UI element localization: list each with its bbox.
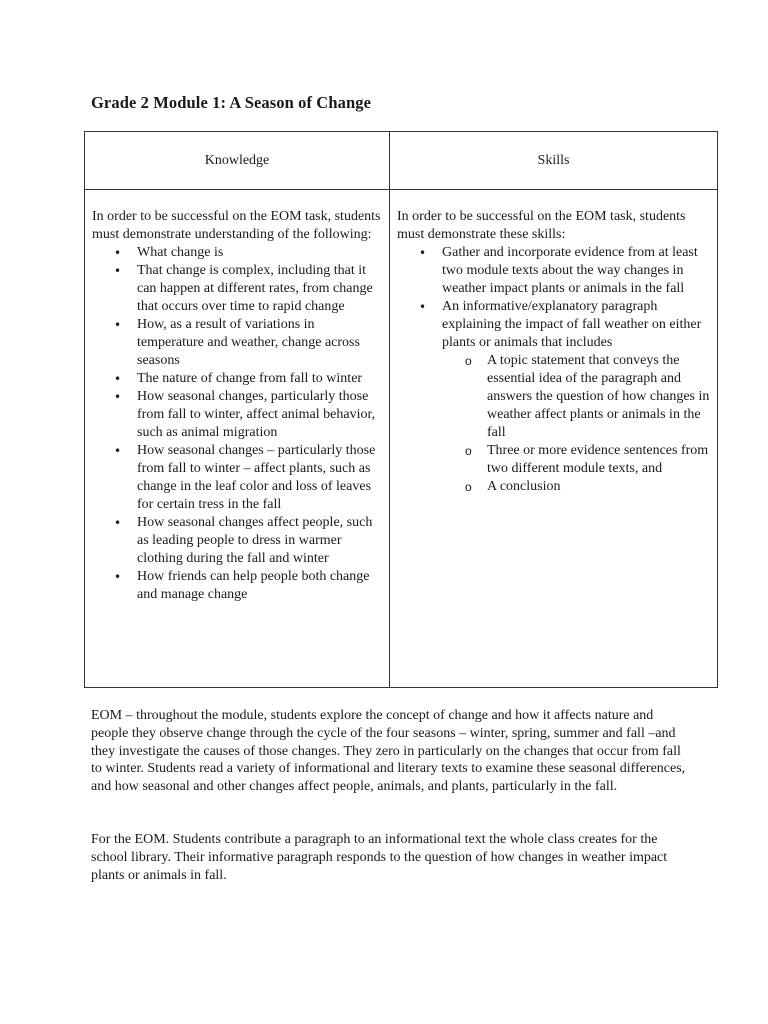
skills-item-text: An informative/explanatory paragraph explaining the impact of fall weather on either plants or animals that includes	[442, 299, 702, 350]
knowledge-item: • How, as a result of variations in temperature and weather, change across seasons	[137, 316, 383, 370]
knowledge-item: • How seasonal changes affect people, such as leading people to dress in warmer clothing during the fall and winter	[137, 514, 383, 568]
skills-item: • Gather and incorporate evidence from at least two module texts about the way changes in weather impact plants or animals in the fall	[442, 244, 711, 298]
eom-description-paragraph: EOM – throughout the module, students explore the concept of change and how it affects nature and people they observe change through the cycle of the four seasons – winter, spring, summer and fall –and they investigate the causes of those changes. They zero in particularly on the changes that occur from fall to winter. Students read a variety of informational and literary texts to examine these seasonal differences, and how seasonal and other changes affect people, animals, and plants, particularly in the fall.	[91, 708, 686, 795]
knowledge-skills-table	[84, 131, 718, 688]
skills-intro: In order to be successful on the EOM task, students must demonstrate these skills:	[397, 209, 686, 242]
knowledge-item: • How friends can help people both change and manage change	[137, 568, 383, 604]
knowledge-item: • That change is complex, including that it can happen at different rates, from change that occurs over time to rapid change	[137, 262, 383, 316]
header-skills	[390, 132, 718, 190]
document-title: Grade 2 Module 1: A Season of Change	[91, 93, 371, 112]
skills-subitem: o Three or more evidence sentences from two different module texts, and	[487, 442, 711, 478]
knowledge-intro: In order to be successful on the EOM task, students must demonstrate understanding of the following:	[92, 209, 381, 242]
eom-task-paragraph: For the EOM. Students contribute a paragraph to an informational text the whole class creates for the school library. Their informative paragraph responds to the question of how changes in weather impact plants or animals in fall.	[91, 832, 668, 883]
skills-item	[442, 298, 711, 496]
header-knowledge-label: Knowledge	[204, 152, 270, 168]
knowledge-list	[92, 244, 383, 604]
knowledge-item: • What change is	[137, 244, 383, 262]
skills-cell	[390, 190, 718, 688]
skills-sublist	[442, 352, 711, 496]
skills-subitem: o A conclusion	[487, 478, 711, 496]
knowledge-item: • How seasonal changes – particularly those from fall to winter – affect plants, such as change in the leaf color and loss of leaves for certain tress in the fall	[137, 442, 383, 514]
header-skills-label: Skills	[537, 152, 570, 168]
skills-list	[397, 244, 711, 496]
header-knowledge	[85, 132, 390, 190]
skills-subitem: o A topic statement that conveys the essential idea of the paragraph and answers the question of how changes in weather affect plants or animals in the fall	[487, 352, 711, 442]
knowledge-item: • How seasonal changes, particularly those from fall to winter, affect animal behavior, such as animal migration	[137, 388, 383, 442]
knowledge-item: • The nature of change from fall to winter	[137, 370, 383, 388]
knowledge-cell	[85, 190, 390, 688]
